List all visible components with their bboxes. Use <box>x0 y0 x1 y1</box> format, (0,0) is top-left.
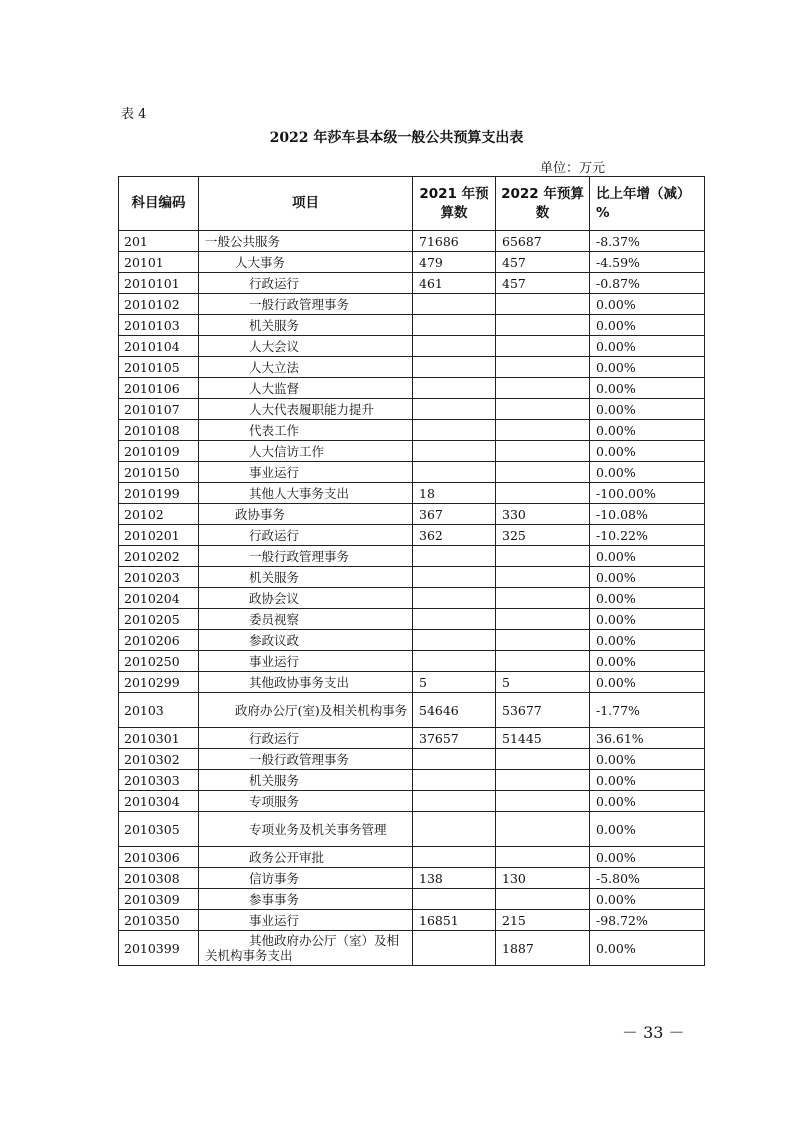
table-row <box>119 462 705 483</box>
cell-2022-budget: 1887 <box>496 931 590 966</box>
cell-change-pct: 0.00% <box>590 770 705 791</box>
cell-item: 信访事务 <box>199 868 413 889</box>
cell-change-pct: 0.00% <box>590 931 705 966</box>
cell-2021-budget <box>413 609 496 630</box>
cell-change-pct: 0.00% <box>590 812 705 847</box>
table-row <box>119 231 705 252</box>
table-row <box>119 420 705 441</box>
cell-2021-budget <box>413 567 496 588</box>
cell-2021-budget <box>413 651 496 672</box>
cell-2021-budget: 16851 <box>413 910 496 931</box>
cell-2021-budget <box>413 588 496 609</box>
cell-item: 行政运行 <box>199 273 413 294</box>
cell-2022-budget <box>496 812 590 847</box>
cell-2021-budget: 5 <box>413 672 496 693</box>
cell-change-pct: 36.61% <box>590 728 705 749</box>
cell-item: 一般行政管理事务 <box>199 294 413 315</box>
cell-code: 2010107 <box>119 399 199 420</box>
cell-change-pct: 0.00% <box>590 399 705 420</box>
unit-label: 单位：万元 <box>540 161 606 176</box>
cell-2021-budget: 461 <box>413 273 496 294</box>
cell-code: 2010199 <box>119 483 199 504</box>
cell-2022-budget <box>496 336 590 357</box>
table-row <box>119 483 705 504</box>
cell-code: 2010203 <box>119 567 199 588</box>
cell-2022-budget <box>496 791 590 812</box>
cell-item: 行政运行 <box>199 525 413 546</box>
cell-2021-budget <box>413 770 496 791</box>
cell-code: 2010201 <box>119 525 199 546</box>
cell-item: 政府办公厅(室)及相关机构事务 <box>199 693 413 728</box>
cell-code: 20103 <box>119 693 199 728</box>
header-change-pct: 比上年增（减）% <box>590 177 705 231</box>
cell-2022-budget <box>496 630 590 651</box>
cell-item: 事业运行 <box>199 462 413 483</box>
cell-item: 委员视察 <box>199 609 413 630</box>
table-row <box>119 931 705 966</box>
cell-2022-budget <box>496 889 590 910</box>
cell-code: 201 <box>119 231 199 252</box>
cell-change-pct: -8.37% <box>590 231 705 252</box>
cell-item: 其他人大事务支出 <box>199 483 413 504</box>
table-row <box>119 651 705 672</box>
table-row <box>119 504 705 525</box>
cell-2022-budget <box>496 651 590 672</box>
table-row <box>119 910 705 931</box>
cell-2021-budget <box>413 294 496 315</box>
header-item: 项目 <box>199 177 413 231</box>
cell-2022-budget <box>496 483 590 504</box>
cell-change-pct: 0.00% <box>590 357 705 378</box>
cell-2022-budget <box>496 462 590 483</box>
table-row <box>119 273 705 294</box>
cell-2021-budget <box>413 630 496 651</box>
cell-code: 2010304 <box>119 791 199 812</box>
page-number: － 33 － <box>622 1023 685 1042</box>
cell-code: 2010205 <box>119 609 199 630</box>
table-row <box>119 672 705 693</box>
cell-change-pct: -5.80% <box>590 868 705 889</box>
cell-2022-budget <box>496 357 590 378</box>
cell-change-pct: 0.00% <box>590 847 705 868</box>
cell-2021-budget <box>413 546 496 567</box>
table-row <box>119 315 705 336</box>
cell-2021-budget <box>413 336 496 357</box>
cell-code: 2010306 <box>119 847 199 868</box>
cell-code: 2010399 <box>119 931 199 966</box>
cell-item: 人大会议 <box>199 336 413 357</box>
cell-item: 行政运行 <box>199 728 413 749</box>
cell-change-pct: 0.00% <box>590 651 705 672</box>
cell-2021-budget <box>413 749 496 770</box>
cell-change-pct: 0.00% <box>590 294 705 315</box>
header-2022-budget: 2022 年预算数 <box>496 177 590 231</box>
cell-item: 一般公共服务 <box>199 231 413 252</box>
cell-2021-budget: 71686 <box>413 231 496 252</box>
cell-2021-budget <box>413 357 496 378</box>
cell-change-pct: -10.22% <box>590 525 705 546</box>
cell-change-pct: 0.00% <box>590 336 705 357</box>
cell-item: 人大立法 <box>199 357 413 378</box>
cell-code: 2010102 <box>119 294 199 315</box>
cell-item: 政协事务 <box>199 504 413 525</box>
cell-2022-budget: 53677 <box>496 693 590 728</box>
cell-item: 其他政府办公厅（室）及相关机构事务支出 <box>199 931 413 966</box>
cell-2022-budget <box>496 546 590 567</box>
cell-2021-budget: 138 <box>413 868 496 889</box>
cell-2022-budget: 51445 <box>496 728 590 749</box>
cell-change-pct: 0.00% <box>590 889 705 910</box>
cell-2021-budget: 479 <box>413 252 496 273</box>
cell-2022-budget: 457 <box>496 252 590 273</box>
cell-2021-budget <box>413 931 496 966</box>
cell-2021-budget <box>413 441 496 462</box>
table-header-row <box>119 177 705 231</box>
cell-change-pct: 0.00% <box>590 378 705 399</box>
table-row <box>119 441 705 462</box>
table-label: 表 4 <box>121 107 147 122</box>
table-row <box>119 609 705 630</box>
cell-code: 2010109 <box>119 441 199 462</box>
cell-item: 专项服务 <box>199 791 413 812</box>
cell-code: 2010104 <box>119 336 199 357</box>
cell-2022-budget <box>496 378 590 399</box>
cell-change-pct: 0.00% <box>590 609 705 630</box>
cell-code: 2010308 <box>119 868 199 889</box>
header-2021-budget: 2021 年预算数 <box>413 177 496 231</box>
cell-2021-budget: 54646 <box>413 693 496 728</box>
cell-2021-budget <box>413 889 496 910</box>
table-row <box>119 791 705 812</box>
cell-code: 2010302 <box>119 749 199 770</box>
cell-change-pct: 0.00% <box>590 630 705 651</box>
cell-2022-budget: 65687 <box>496 231 590 252</box>
table-row <box>119 728 705 749</box>
table-row <box>119 336 705 357</box>
cell-code: 2010150 <box>119 462 199 483</box>
table-row <box>119 630 705 651</box>
cell-item: 事业运行 <box>199 651 413 672</box>
cell-code: 2010105 <box>119 357 199 378</box>
table-row <box>119 749 705 770</box>
cell-change-pct: -1.77% <box>590 693 705 728</box>
cell-2022-budget: 325 <box>496 525 590 546</box>
cell-code: 2010101 <box>119 273 199 294</box>
cell-code: 2010299 <box>119 672 199 693</box>
table-row <box>119 294 705 315</box>
cell-code: 2010309 <box>119 889 199 910</box>
cell-item: 一般行政管理事务 <box>199 749 413 770</box>
table-body <box>119 231 705 966</box>
table-row <box>119 868 705 889</box>
cell-change-pct: 0.00% <box>590 791 705 812</box>
cell-code: 2010250 <box>119 651 199 672</box>
page-title: 2022 年莎车县本级一般公共预算支出表 <box>269 130 524 146</box>
cell-change-pct: 0.00% <box>590 672 705 693</box>
cell-2021-budget <box>413 378 496 399</box>
cell-change-pct: -100.00% <box>590 483 705 504</box>
cell-2022-budget <box>496 420 590 441</box>
cell-item: 人大监督 <box>199 378 413 399</box>
cell-2021-budget: 362 <box>413 525 496 546</box>
cell-2021-budget <box>413 315 496 336</box>
cell-item: 机关服务 <box>199 567 413 588</box>
table-row <box>119 693 705 728</box>
cell-code: 20101 <box>119 252 199 273</box>
table-row <box>119 378 705 399</box>
cell-item: 参政议政 <box>199 630 413 651</box>
cell-2022-budget <box>496 441 590 462</box>
table-row <box>119 399 705 420</box>
cell-code: 2010303 <box>119 770 199 791</box>
cell-change-pct: 0.00% <box>590 588 705 609</box>
cell-2022-budget <box>496 847 590 868</box>
table-row <box>119 357 705 378</box>
table-row <box>119 546 705 567</box>
cell-2021-budget <box>413 812 496 847</box>
cell-2022-budget <box>496 588 590 609</box>
cell-2022-budget: 215 <box>496 910 590 931</box>
table-row <box>119 812 705 847</box>
cell-2022-budget <box>496 770 590 791</box>
cell-2022-budget: 5 <box>496 672 590 693</box>
cell-item: 机关服务 <box>199 770 413 791</box>
cell-item: 人大信访工作 <box>199 441 413 462</box>
table-row <box>119 252 705 273</box>
cell-2022-budget: 130 <box>496 868 590 889</box>
cell-code: 2010106 <box>119 378 199 399</box>
cell-2021-budget: 37657 <box>413 728 496 749</box>
cell-change-pct: 0.00% <box>590 567 705 588</box>
cell-item: 人大代表履职能力提升 <box>199 399 413 420</box>
cell-2021-budget <box>413 847 496 868</box>
cell-2022-budget <box>496 609 590 630</box>
table-row <box>119 567 705 588</box>
cell-item: 一般行政管理事务 <box>199 546 413 567</box>
cell-code: 2010204 <box>119 588 199 609</box>
cell-change-pct: -0.87% <box>590 273 705 294</box>
cell-2022-budget <box>496 315 590 336</box>
cell-2022-budget: 330 <box>496 504 590 525</box>
cell-item: 其他政协事务支出 <box>199 672 413 693</box>
cell-2021-budget: 18 <box>413 483 496 504</box>
cell-change-pct: 0.00% <box>590 546 705 567</box>
cell-code: 2010202 <box>119 546 199 567</box>
cell-item: 代表工作 <box>199 420 413 441</box>
cell-change-pct: 0.00% <box>590 441 705 462</box>
header-code: 科目编码 <box>119 177 199 231</box>
cell-item: 政务公开审批 <box>199 847 413 868</box>
cell-item: 政协会议 <box>199 588 413 609</box>
cell-change-pct: -98.72% <box>590 910 705 931</box>
table-row <box>119 847 705 868</box>
cell-code: 2010206 <box>119 630 199 651</box>
cell-change-pct: 0.00% <box>590 462 705 483</box>
cell-code: 2010305 <box>119 812 199 847</box>
cell-code: 2010350 <box>119 910 199 931</box>
cell-change-pct: 0.00% <box>590 749 705 770</box>
cell-2021-budget <box>413 462 496 483</box>
cell-item: 机关服务 <box>199 315 413 336</box>
cell-code: 2010108 <box>119 420 199 441</box>
cell-2022-budget <box>496 294 590 315</box>
table-row <box>119 770 705 791</box>
cell-2022-budget <box>496 749 590 770</box>
table-row <box>119 889 705 910</box>
table-row <box>119 588 705 609</box>
cell-2022-budget <box>496 567 590 588</box>
cell-2021-budget <box>413 420 496 441</box>
budget-table <box>118 176 705 966</box>
cell-2021-budget <box>413 791 496 812</box>
cell-2021-budget: 367 <box>413 504 496 525</box>
cell-item: 人大事务 <box>199 252 413 273</box>
cell-item: 专项业务及机关事务管理 <box>199 812 413 847</box>
cell-2021-budget <box>413 399 496 420</box>
cell-2022-budget <box>496 399 590 420</box>
table-row <box>119 525 705 546</box>
cell-2022-budget: 457 <box>496 273 590 294</box>
cell-code: 2010301 <box>119 728 199 749</box>
cell-item: 事业运行 <box>199 910 413 931</box>
cell-code: 2010103 <box>119 315 199 336</box>
cell-item: 参事事务 <box>199 889 413 910</box>
cell-code: 20102 <box>119 504 199 525</box>
cell-change-pct: 0.00% <box>590 420 705 441</box>
cell-change-pct: 0.00% <box>590 315 705 336</box>
cell-change-pct: -4.59% <box>590 252 705 273</box>
cell-change-pct: -10.08% <box>590 504 705 525</box>
